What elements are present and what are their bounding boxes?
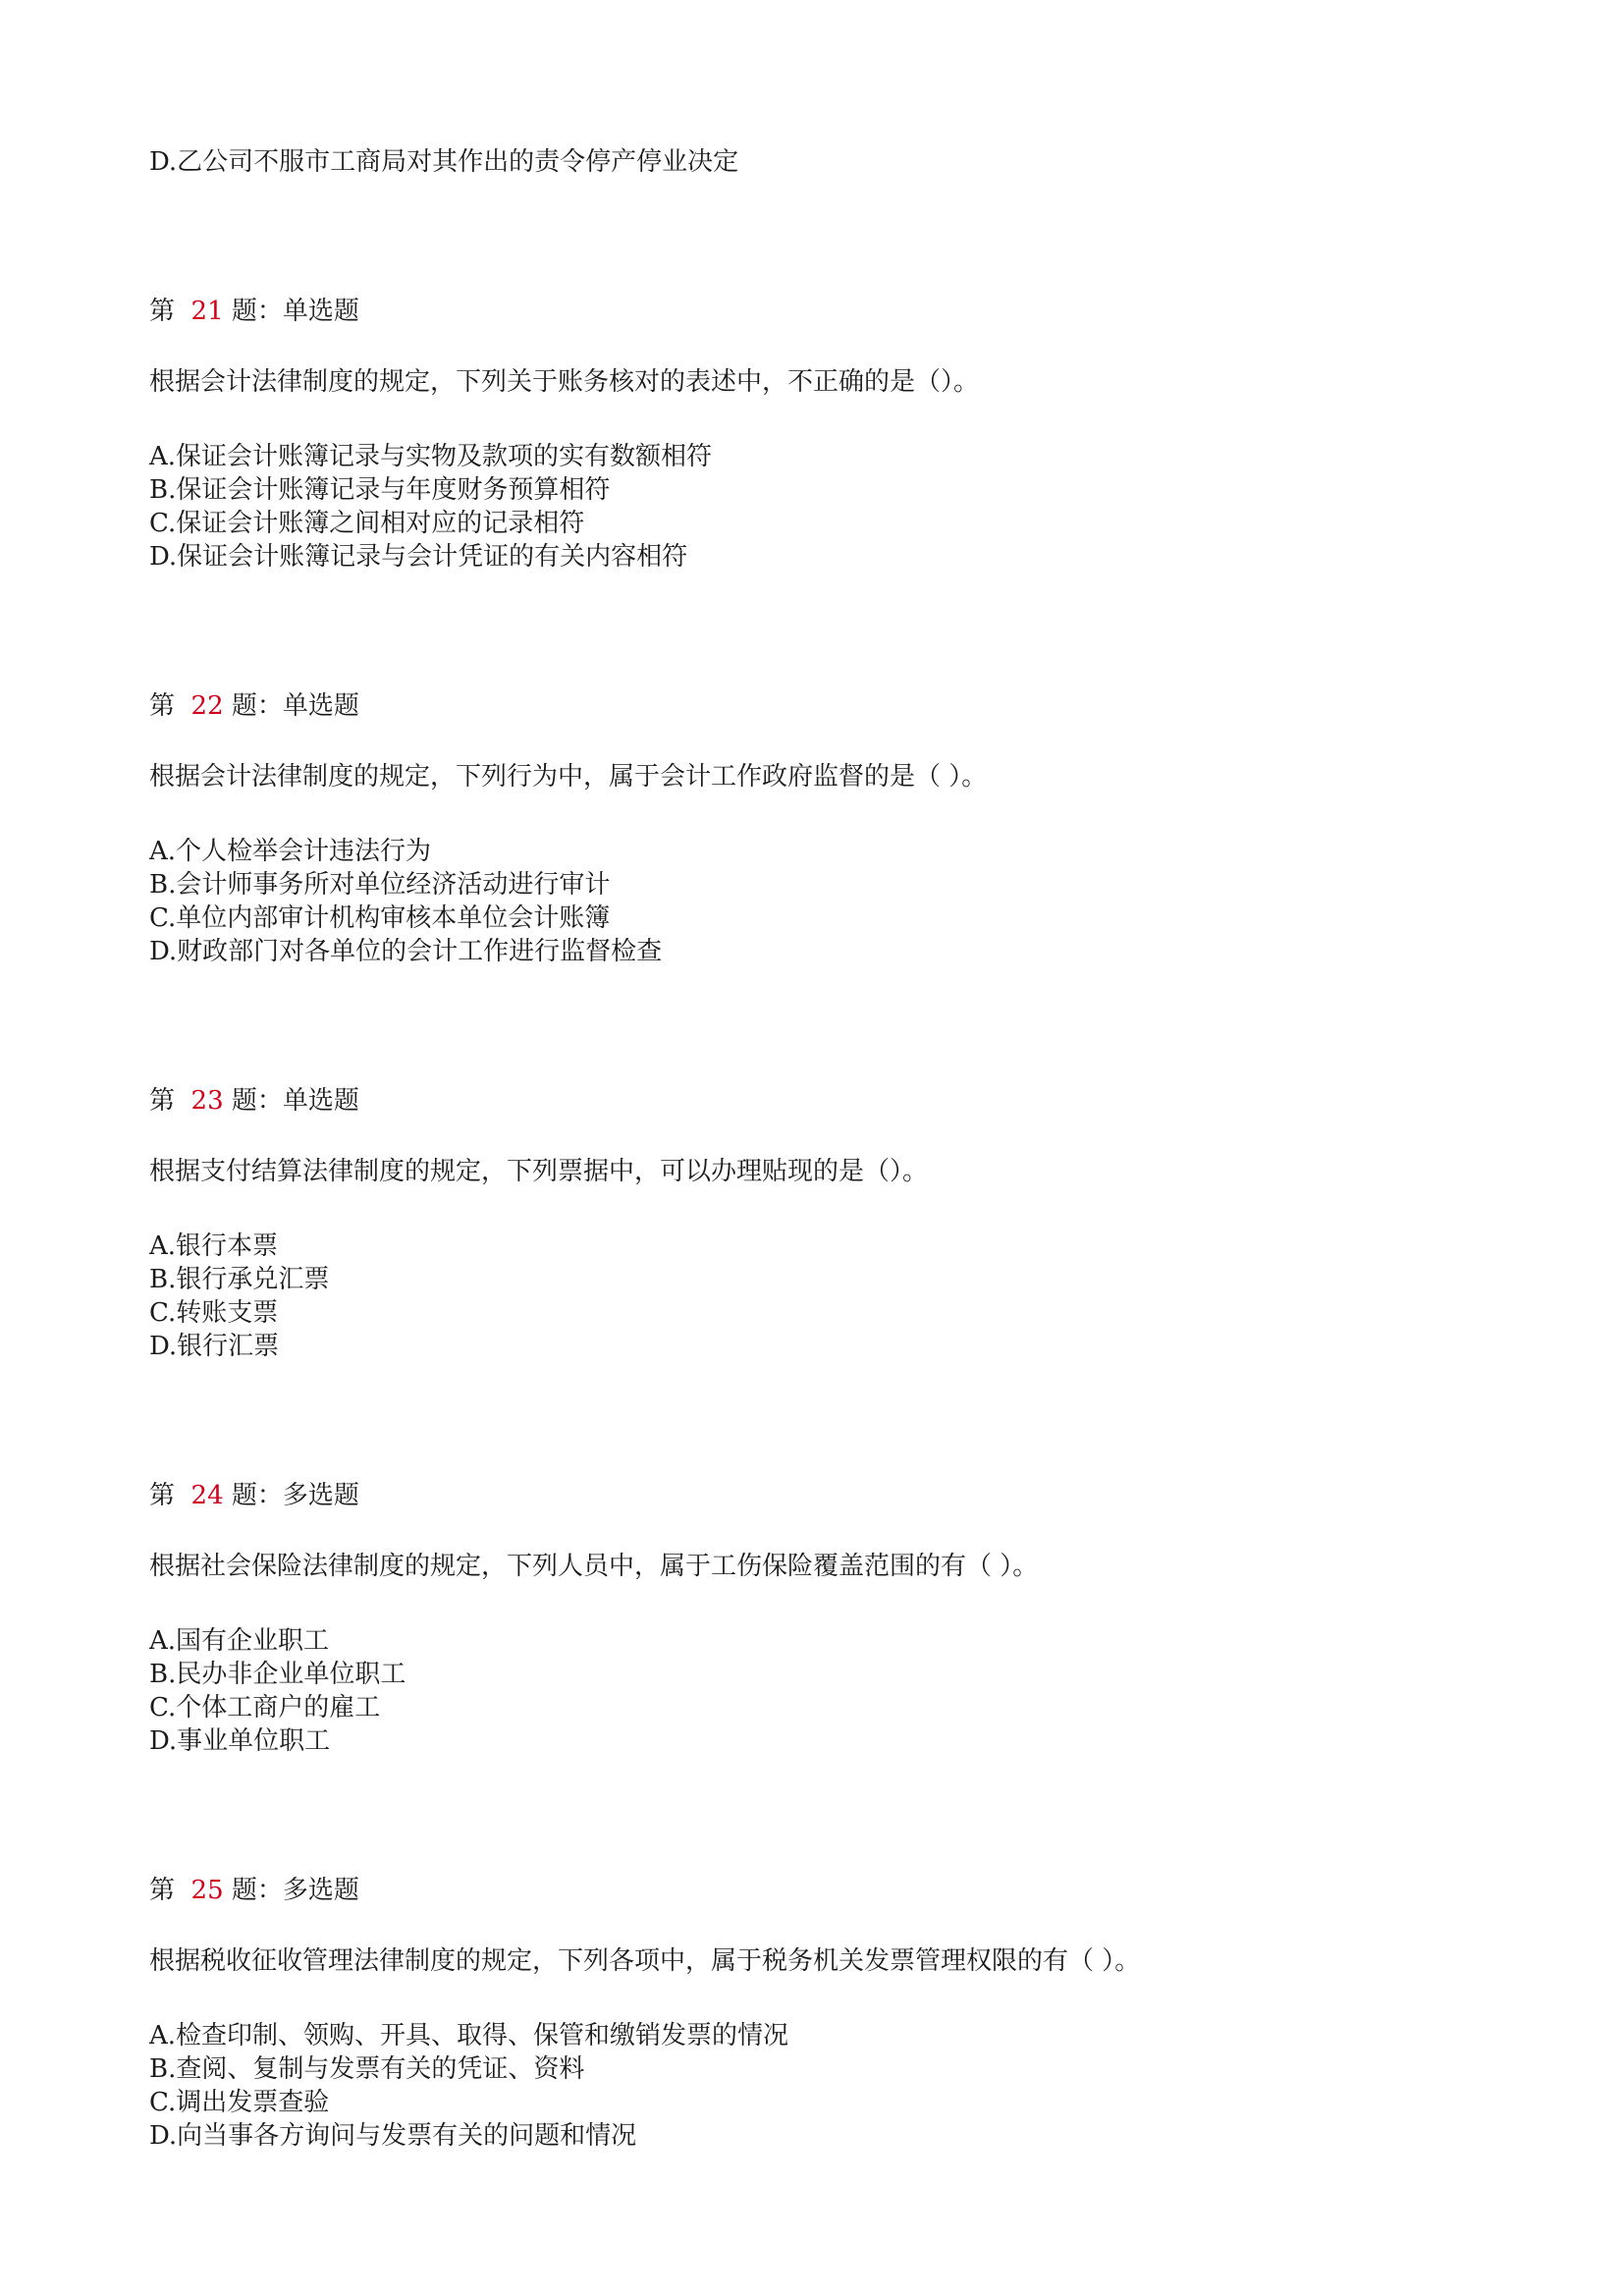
question-type: 题：单选题 bbox=[231, 691, 359, 721]
option-b: B.查阅、复制与发票有关的凭证、资料 bbox=[149, 2054, 585, 2084]
option-c: C.单位内部审计机构审核本单位会计账簿 bbox=[149, 903, 611, 933]
option-a: A.保证会计账簿记录与实物及款项的实有数额相符 bbox=[149, 442, 713, 471]
question-number: 23 bbox=[190, 1086, 224, 1116]
question-number: 21 bbox=[190, 297, 224, 326]
question-prefix: 第 bbox=[149, 691, 176, 721]
option-b: B.会计师事务所对单位经济活动进行审计 bbox=[149, 870, 611, 900]
leading-option: D.乙公司不服市工商局对其作出的责令停产停业决定 bbox=[149, 147, 739, 177]
question-prefix: 第 bbox=[149, 1481, 176, 1510]
question-type: 题：多选题 bbox=[231, 1876, 359, 1905]
question-stem: 根据会计法律制度的规定，下列行为中，属于会计工作政府监督的是（ ）。 bbox=[149, 762, 988, 792]
question-prefix: 第 bbox=[149, 297, 176, 326]
question-prefix: 第 bbox=[149, 1876, 176, 1905]
question-stem: 根据税收征收管理法律制度的规定，下列各项中，属于税务机关发票管理权限的有（ ）。 bbox=[149, 1946, 1141, 1976]
question-number: 22 bbox=[190, 691, 224, 721]
option-b: B.银行承兑汇票 bbox=[149, 1265, 330, 1294]
option-a: A.银行本票 bbox=[149, 1231, 279, 1261]
option-c: C.个体工商户的雇工 bbox=[149, 1693, 381, 1722]
question-number: 24 bbox=[190, 1481, 224, 1510]
option-c: C.调出发票查验 bbox=[149, 2088, 330, 2117]
option-a: A.个人检举会计违法行为 bbox=[149, 837, 432, 866]
question-header bbox=[149, 295, 359, 328]
option-d: D.向当事各方询问与发票有关的问题和情况 bbox=[149, 2121, 637, 2151]
question-stem: 根据社会保险法律制度的规定，下列人员中，属于工伤保险覆盖范围的有（ ）。 bbox=[149, 1552, 1039, 1581]
option-d: D.保证会计账簿记录与会计凭证的有关内容相符 bbox=[149, 542, 688, 572]
option-c: C.转账支票 bbox=[149, 1298, 279, 1328]
option-d: D.银行汇票 bbox=[149, 1332, 280, 1361]
option-c: C.保证会计账簿之间相对应的记录相符 bbox=[149, 509, 585, 538]
option-a: A.检查印制、领购、开具、取得、保管和缴销发票的情况 bbox=[149, 2021, 789, 2050]
question-header bbox=[149, 689, 359, 723]
question-type: 题：多选题 bbox=[231, 1481, 359, 1510]
question-prefix: 第 bbox=[149, 1086, 176, 1116]
option-b: B.民办非企业单位职工 bbox=[149, 1660, 406, 1689]
question-number: 25 bbox=[190, 1876, 224, 1905]
question-stem: 根据会计法律制度的规定，下列关于账务核对的表述中，不正确的是（）。 bbox=[149, 367, 980, 397]
option-d: D.财政部门对各单位的会计工作进行监督检查 bbox=[149, 937, 663, 966]
option-d: D.事业单位职工 bbox=[149, 1726, 331, 1756]
option-a: A.国有企业职工 bbox=[149, 1626, 330, 1656]
question-header bbox=[149, 1479, 359, 1512]
question-type: 题：单选题 bbox=[231, 1086, 359, 1116]
question-type: 题：单选题 bbox=[231, 297, 359, 326]
question-stem: 根据支付结算法律制度的规定，下列票据中，可以办理贴现的是（）。 bbox=[149, 1157, 929, 1186]
question-header bbox=[149, 1084, 359, 1118]
option-b: B.保证会计账簿记录与年度财务预算相符 bbox=[149, 475, 611, 505]
question-header bbox=[149, 1874, 359, 1907]
